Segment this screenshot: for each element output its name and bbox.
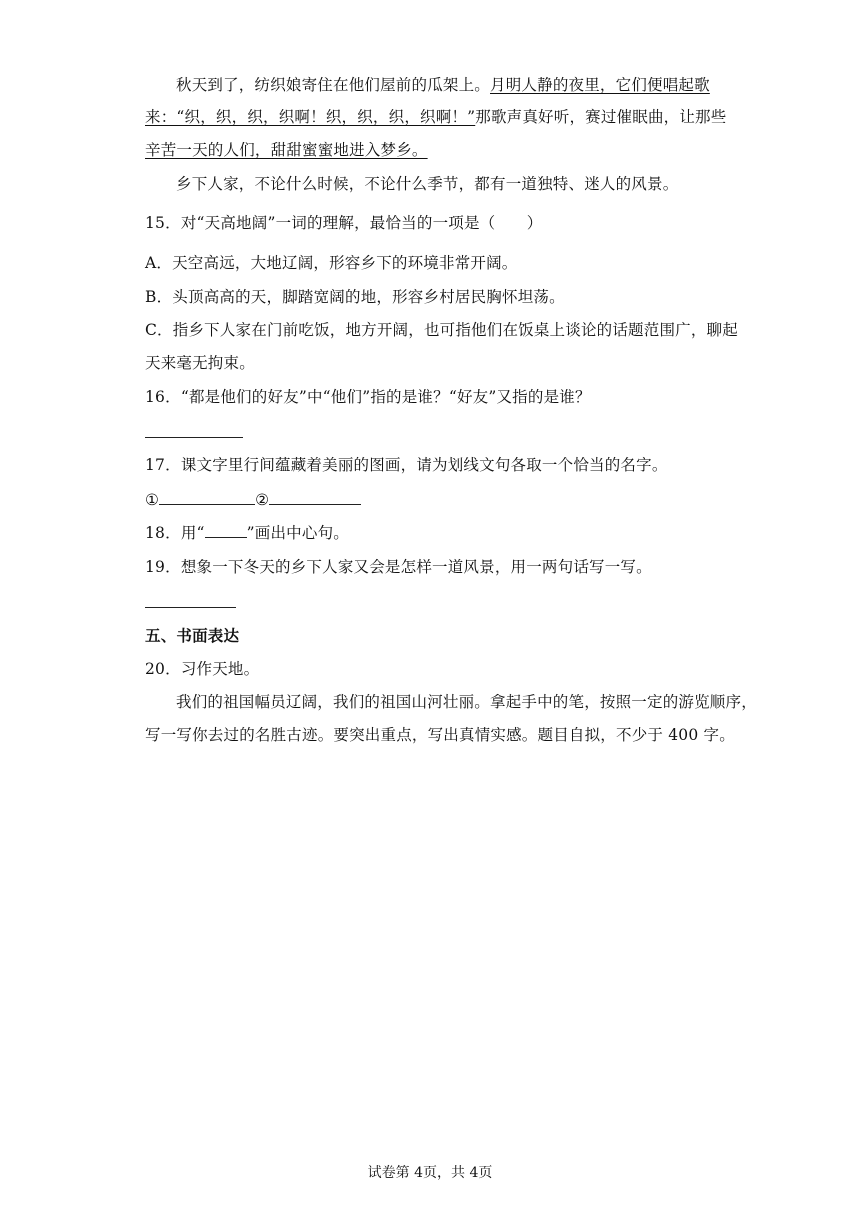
answer-blank-19[interactable] (145, 607, 236, 608)
question-18 (145, 523, 349, 543)
question-17-answers (145, 490, 361, 510)
passage-line-2 (145, 107, 726, 127)
question-17: 17．课文字里行间蕴藏着美丽的图画，请为划线文句各取一个恰当的名字。 (145, 456, 668, 474)
answer-blank-17-2[interactable] (269, 490, 361, 505)
question-18-prefix: 18．用“ (145, 524, 205, 542)
circled-two-label: ② (255, 491, 270, 509)
passage-paragraph-2: 乡下人家，不论什么时候，不论什么季节，都有一道独特、迷人的风景。 (176, 175, 679, 193)
passage-text: 辛苦一天的人们，甜甜蜜蜜地进入梦乡。 (145, 141, 428, 159)
writing-prompt-line-1: 我们的祖国幅员辽阔，我们的祖国山河壮丽。拿起手中的笔，按照一定的游览顺序， (176, 693, 757, 711)
option-c-line-1: C．指乡下人家在门前吃饭，地方开阔，也可指他们在饭桌上谈论的话题范围广，聊起 (145, 321, 738, 339)
circled-one-label: ① (145, 491, 160, 509)
option-b: B．头顶高高的天，脚踏宽阔的地，形容乡村居民胸怀坦荡。 (145, 288, 565, 306)
underlined-sentence-1: 月明人静的夜里，它们便唱起歌 (490, 76, 710, 94)
section-heading: 五、书面表达 (145, 627, 240, 645)
page-footer: 试卷第 4页，共 4页 (367, 1165, 493, 1181)
option-a: A．天空高远，大地辽阔，形容乡下的环境非常开阔。 (145, 254, 518, 272)
writing-prompt-line-2: 写一写你去过的名胜古迹。要突出重点，写出真情实感。题目自拟，不少于 400 字。 (145, 726, 735, 744)
passage-text: 那歌声真好听，赛过催眠曲，让那些 (475, 108, 727, 126)
passage-line-3 (145, 140, 428, 160)
underlined-sentence-1-cont: 来：“织，织，织，织啊！织，织，织，织啊！” (145, 108, 476, 126)
question-20: 20．习作天地。 (145, 660, 260, 678)
question-16: 16．“都是他们的好友”中“他们”指的是谁？“好友”又指的是谁？ (145, 388, 591, 406)
underline-mark-sample (205, 527, 247, 538)
passage-line-1 (176, 75, 710, 95)
option-c-line-2: 天来毫无拘束。 (145, 354, 255, 372)
question-15: 15．对“天高地阔”一词的理解，最恰当的一项是（ ） (145, 214, 543, 232)
answer-blank-17-1[interactable] (159, 490, 255, 505)
question-19: 19．想象一下冬天的乡下人家又会是怎样一道风景，用一两句话写一写。 (145, 558, 652, 576)
question-18-suffix: ”画出中心句。 (246, 524, 349, 542)
passage-text: 秋天到了，纺织娘寄住在他们屋前的瓜架上。 (176, 76, 491, 94)
answer-blank-16[interactable] (145, 437, 243, 438)
